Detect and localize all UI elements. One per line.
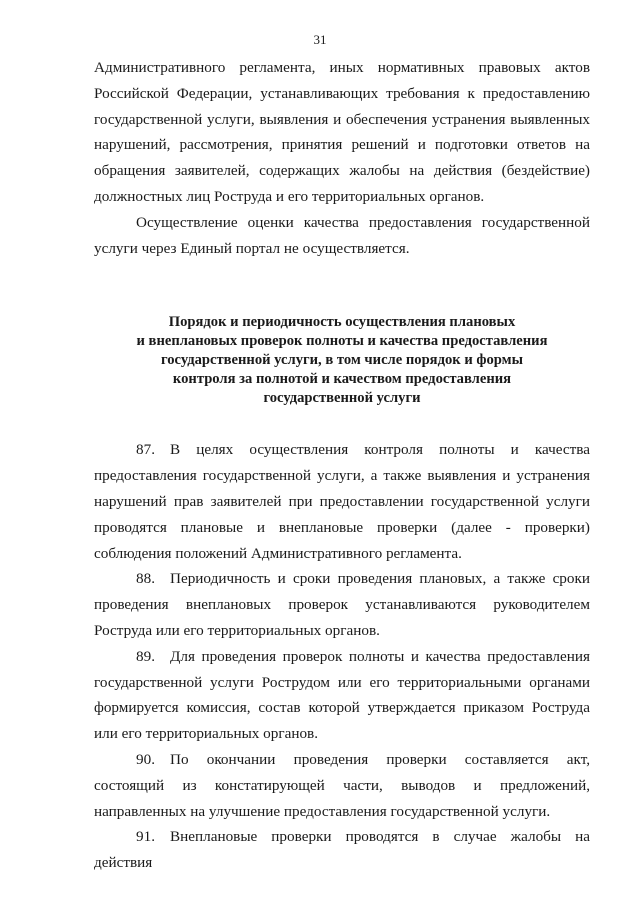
item-number: 87. — [136, 441, 155, 459]
item-number: 88. — [136, 570, 155, 588]
section-heading — [94, 313, 590, 407]
item-number: 90. — [136, 750, 155, 768]
numbered-item-89 — [94, 644, 590, 747]
numbered-item-90 — [94, 747, 590, 824]
intro-paragraph-1: Административного регламента, иных нормативных правовых актов Российской Федерации, устанавливающих требования к предоставлению государственной услуги, выявления и обеспечения устранения выявленных нарушений, рассмотрения, принятия решений и подготовки ответов на обращения заявителей, содержащих жалобы на действия (бездействие) должностных лиц Роструда и его территориальных органов. — [94, 59, 590, 205]
item-number: 91. — [136, 828, 155, 846]
numbered-item-88 — [94, 566, 590, 643]
heading-line: и внеплановых проверок полноты и качества предоставления — [136, 333, 548, 350]
item-text: Внеплановые проверки проводятся в случае жалобы на действия — [94, 828, 590, 872]
heading-line: Порядок и периодичность осуществления плановых — [168, 314, 516, 331]
item-text: В целях осуществления контроля полноты и качества предоставления государственной услуги, а также выявления и устранения нарушений прав заявителей при предоставлении государственной услуги проводятся плановые и внеплановые проверки (далее - проверки) соблюдения положений Административного регламента. — [94, 441, 590, 562]
numbered-item-87 — [94, 437, 590, 566]
numbered-item-91 — [94, 824, 590, 876]
heading-line: государственной услуги — [263, 389, 421, 406]
item-text: Для проведения проверок полноты и качества предоставления государственной услуги Рострудом или его территориальными органами формируется комиссия, состав которой утверждается приказом Роструда или его территориальных органов. — [94, 647, 590, 743]
item-text: Периодичность и сроки проведения плановых, а также сроки проведения внеплановых проверок устанавливаются руководителем Роструда или его территориальных органов. — [94, 570, 590, 639]
heading-line: контроля за полнотой и качеством предоставления — [172, 370, 512, 387]
heading-line: государственной услуги, в том числе порядок и формы — [160, 351, 523, 368]
item-number: 89. — [136, 647, 155, 665]
page-number: 31 — [313, 32, 327, 47]
page-content — [94, 55, 590, 876]
intro-paragraph-2: Осуществление оценки качества предоставления государственной услуги через Единый портал не осуществляется. — [94, 213, 590, 257]
item-text: По окончании проведения проверки составляется акт, состоящий из констатирующей части, выводов и предложений, направленных на улучшение предоставления государственной услуги. — [94, 750, 590, 820]
